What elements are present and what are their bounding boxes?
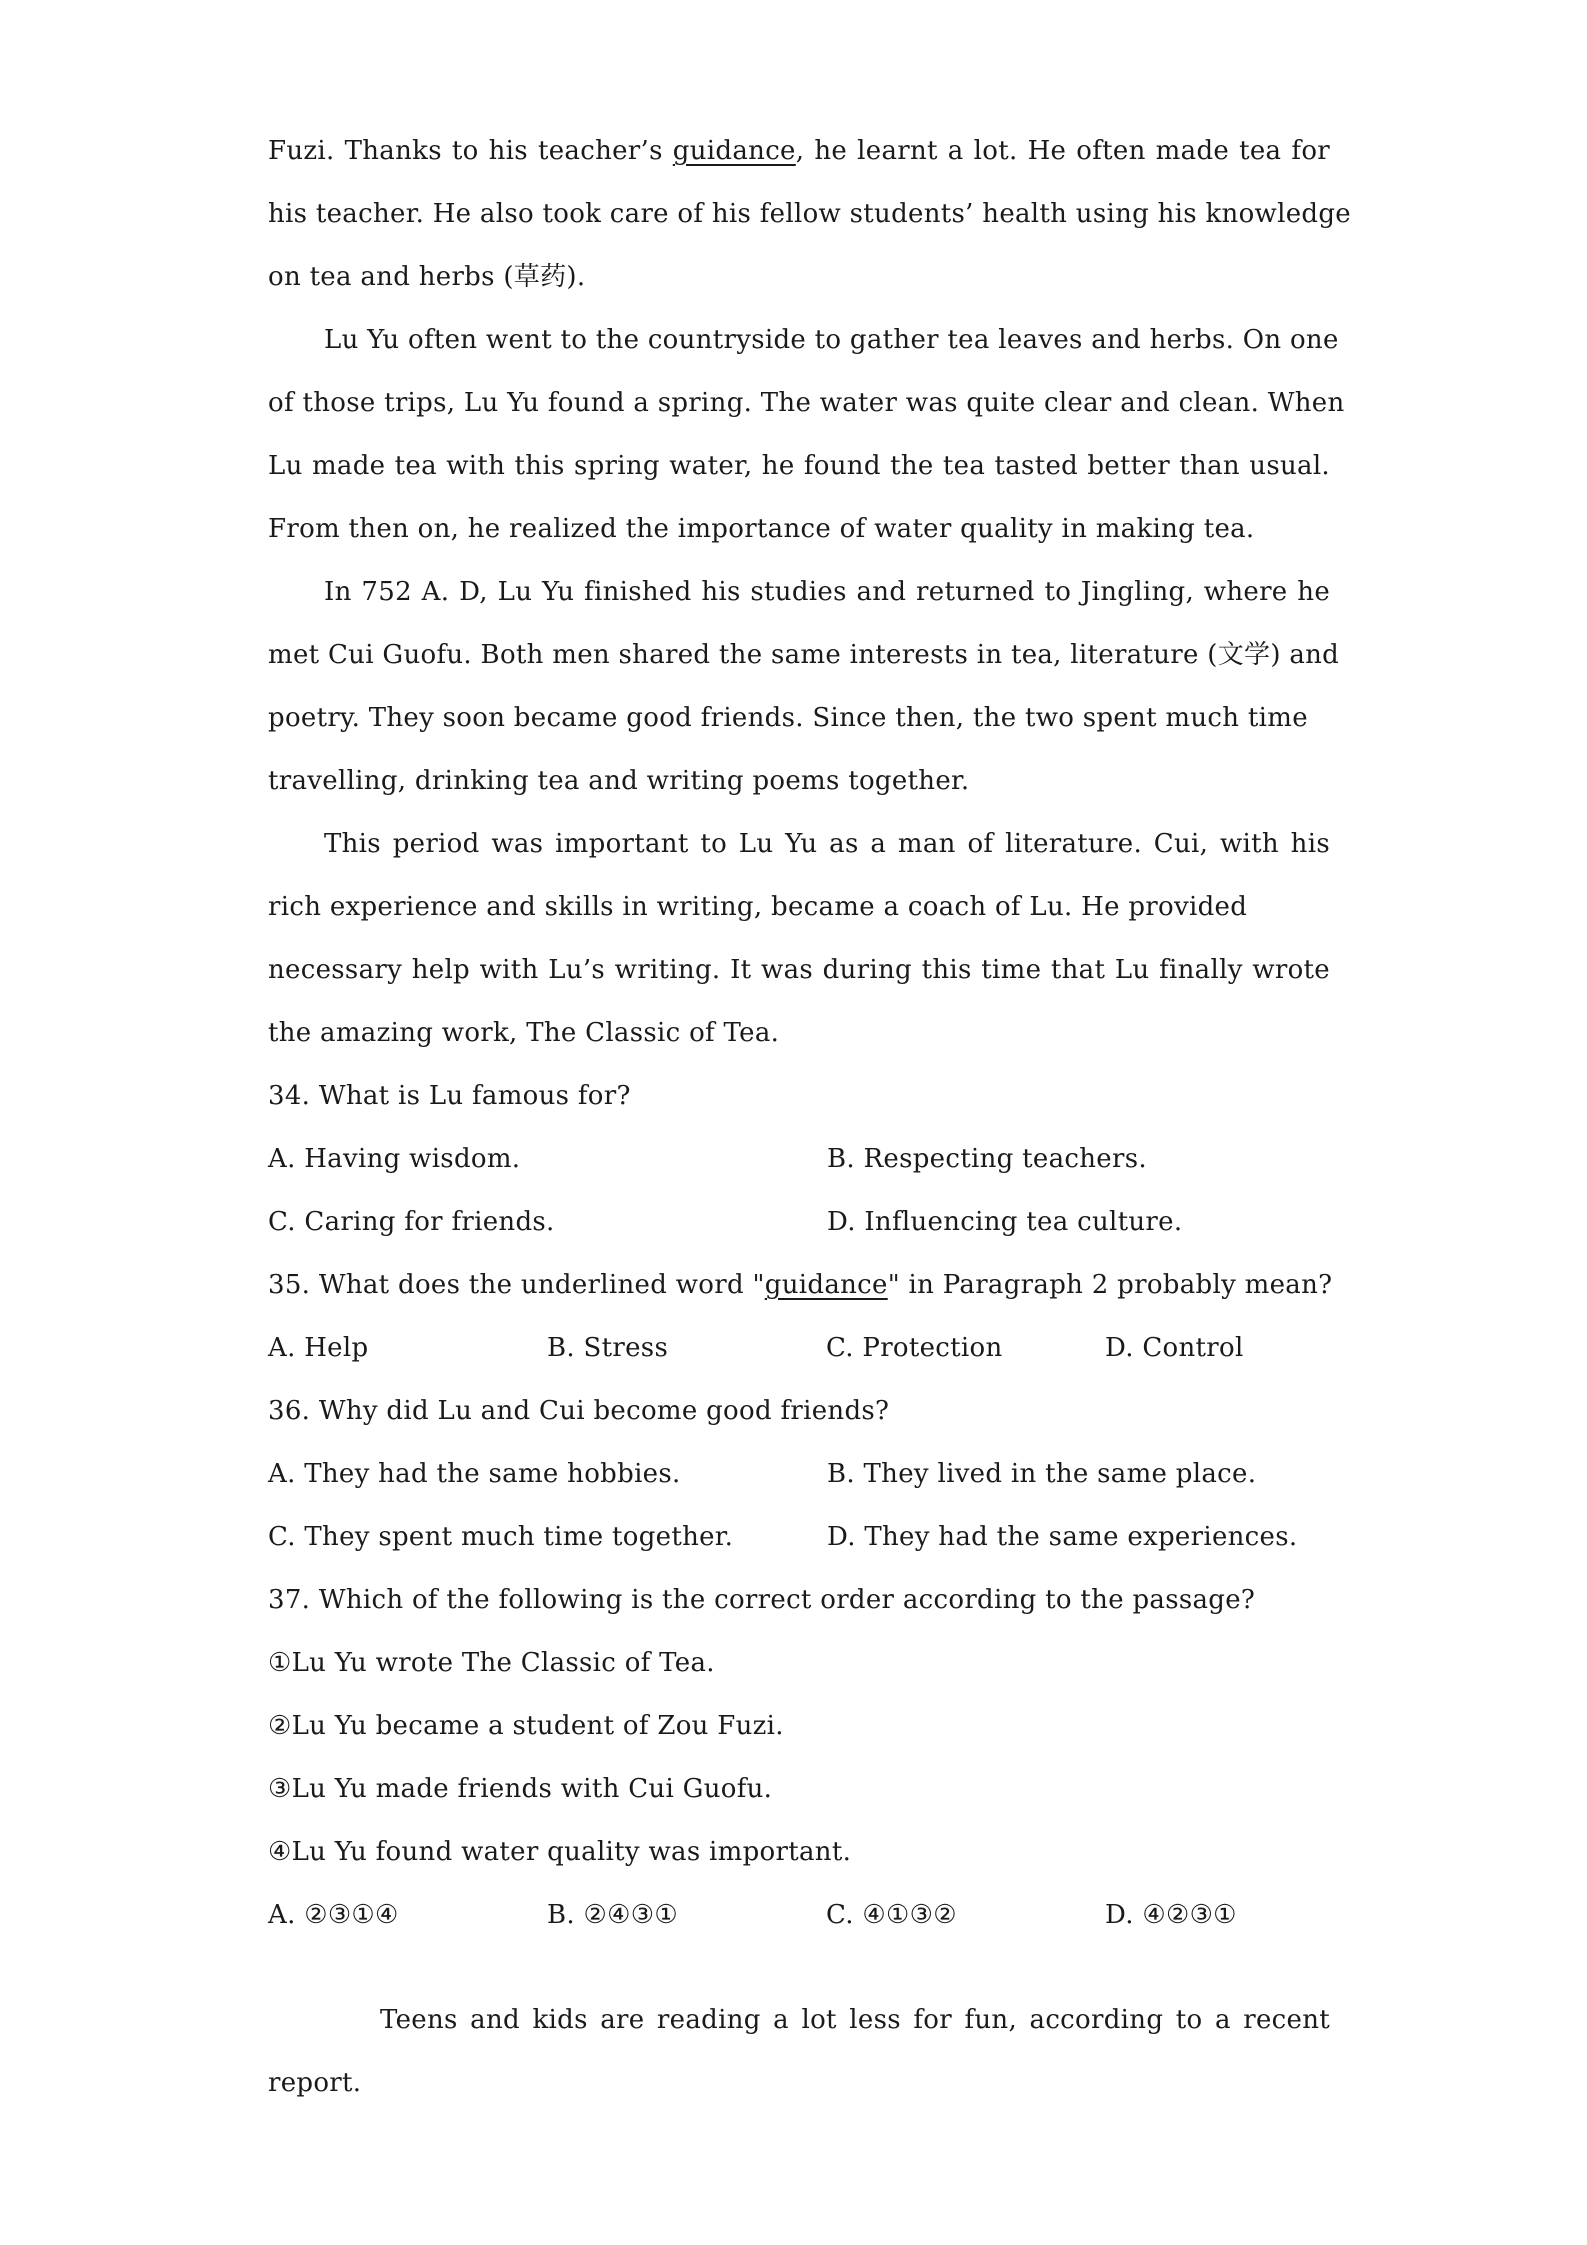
option-a: A. ②③①④ [268, 1900, 399, 1930]
question-stem: 37. Which of the following is the correct order according to the passage? [268, 1585, 1256, 1615]
question-stem: 35. What does the underlined word "guidance" in Paragraph 2 probably mean? [268, 1270, 1333, 1300]
text-line: Lu made tea with this spring water, he found the tea tasted better than usual. [268, 451, 1330, 481]
text-line: his teacher. He also took care of his fellow students’ health using his knowledge [268, 199, 1351, 229]
text-line: on tea and herbs (草药). [268, 262, 586, 292]
option-d: D. Control [1105, 1333, 1244, 1363]
options-row [268, 1884, 1330, 1947]
options-row [268, 1317, 1330, 1380]
text-line: Teens and kids are reading a lot less for fun, according to a recent [380, 2005, 1330, 2035]
text-line: travelling, drinking tea and writing poems together. [268, 766, 970, 796]
option-b: B. Stress [547, 1333, 669, 1363]
option-c: C. ④①③② [826, 1900, 957, 1930]
text-line: of those trips, Lu Yu found a spring. The water was quite clear and clean. When [268, 388, 1345, 418]
order-item-2: ②Lu Yu became a student of Zou Fuzi. [268, 1711, 784, 1741]
paragraph-1 [268, 120, 1351, 309]
text-line: met Cui Guofu. Both men shared the same interests in tea, literature (文学) and [268, 640, 1340, 670]
text-line: rich experience and skills in writing, became a coach of Lu. He provided [268, 892, 1248, 922]
question-36 [268, 1380, 1330, 1569]
text-line: In 752 A. D, Lu Yu finished his studies and returned to Jingling, where he [324, 577, 1330, 607]
question-35 [268, 1254, 1333, 1380]
option-b: B. They lived in the same place. [827, 1459, 1257, 1489]
options-row [268, 1443, 1330, 1506]
options-row [268, 1128, 1330, 1191]
options-row [268, 1191, 1330, 1254]
paragraph-3 [268, 561, 1340, 813]
text-line: poetry. They soon became good friends. Since then, the two spent much time [268, 703, 1308, 733]
options-row [268, 1506, 1330, 1569]
question-stem: 36. Why did Lu and Cui become good friends? [268, 1396, 890, 1426]
order-item-4: ④Lu Yu found water quality was important. [268, 1837, 852, 1867]
option-d: D. They had the same experiences. [827, 1522, 1298, 1552]
option-d: D. ④②③① [1105, 1900, 1237, 1930]
passage-2-paragraph-1 [268, 1989, 1330, 2115]
option-c: C. They spent much time together. [268, 1522, 734, 1552]
order-item-3: ③Lu Yu made friends with Cui Guofu. [268, 1774, 773, 1804]
text-line: the amazing work, The Classic of Tea. [268, 1018, 780, 1048]
section-gap [268, 1947, 1330, 1989]
option-a: A. They had the same hobbies. [268, 1459, 681, 1489]
text-line: report. [268, 2068, 362, 2098]
option-d: D. Influencing tea culture. [827, 1207, 1183, 1237]
option-c: C. Protection [826, 1333, 1003, 1363]
option-a: A. Having wisdom. [268, 1144, 521, 1174]
text-line: Lu Yu often went to the countryside to gather tea leaves and herbs. On one [324, 325, 1339, 355]
document-page [268, 120, 1351, 2115]
option-a: A. Help [268, 1333, 369, 1363]
underlined-word-guidance: guidance [672, 136, 796, 166]
option-c: C. Caring for friends. [268, 1207, 555, 1237]
text-line: necessary help with Lu’s writing. It was during this time that Lu finally wrote [268, 955, 1330, 985]
question-stem: 34. What is Lu famous for? [268, 1081, 631, 1111]
option-b: B. Respecting teachers. [827, 1144, 1147, 1174]
underlined-word-guidance: guidance [764, 1270, 888, 1300]
option-b: B. ②④③① [547, 1900, 678, 1930]
text-line: From then on, he realized the importance of water quality in making tea. [268, 514, 1255, 544]
text-line: Fuzi. Thanks to his teacher’s guidance, he learnt a lot. He often made tea for [268, 136, 1330, 166]
question-37 [268, 1569, 1330, 1947]
text-line: This period was important to Lu Yu as a man of literature. Cui, with his [324, 829, 1330, 859]
order-item-1: ①Lu Yu wrote The Classic of Tea. [268, 1648, 715, 1678]
paragraph-4 [268, 813, 1330, 1065]
question-34 [268, 1065, 1330, 1254]
paragraph-2 [268, 309, 1345, 561]
